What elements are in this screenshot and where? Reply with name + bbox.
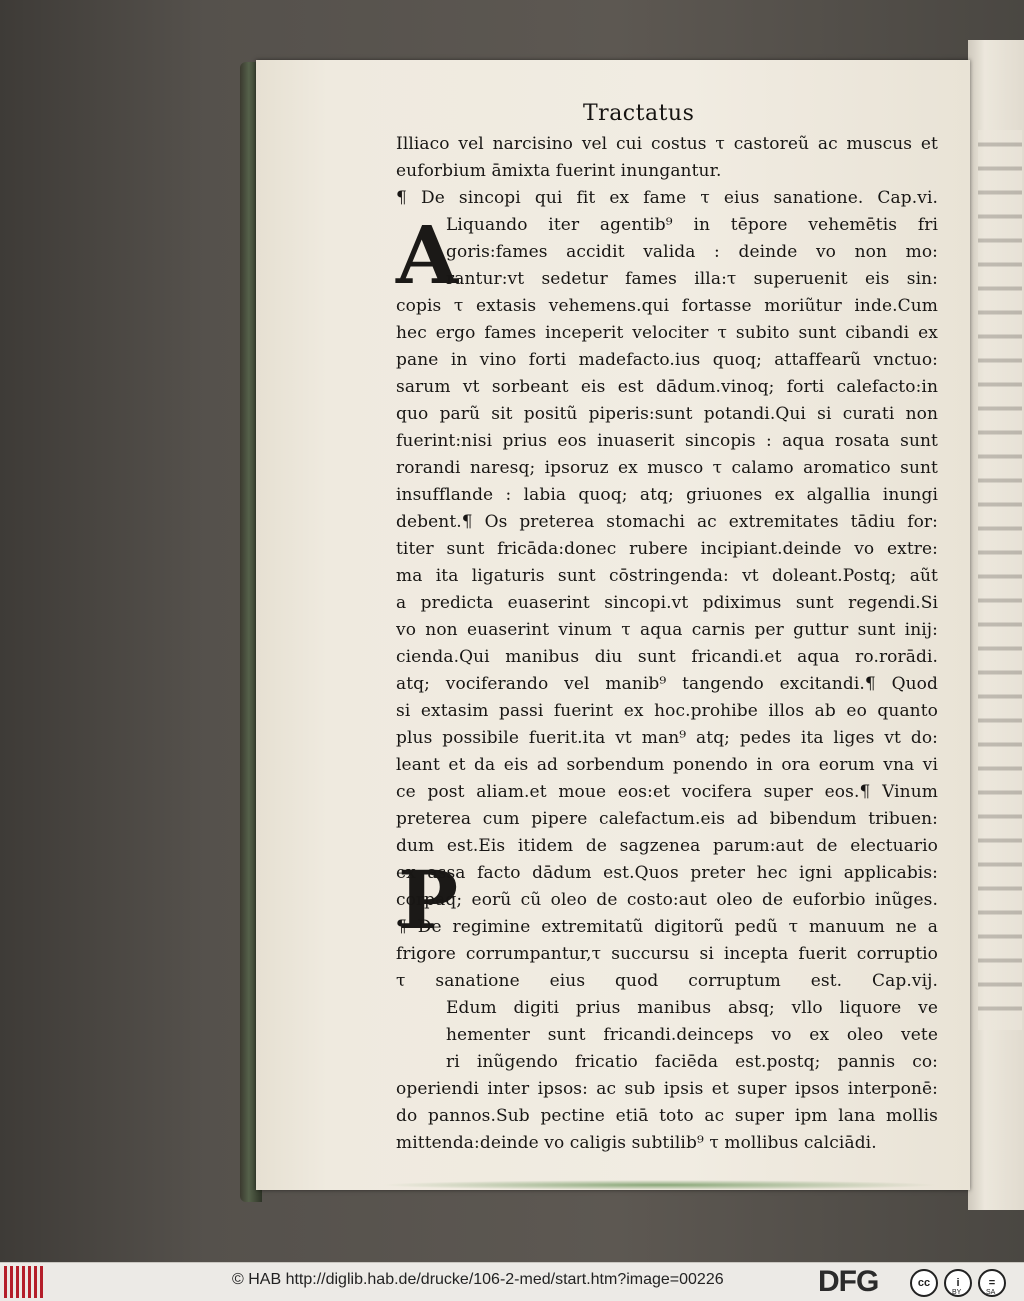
text-line: fuerint:nisi prius eos inuaserit sincopis : aqua rosata sunt xyxy=(396,431,938,451)
text-line: debent.¶ Os preterea stomachi ac extremitates tādiu for: xyxy=(396,512,938,532)
cc-circle: cc xyxy=(910,1269,938,1297)
text-line: pane in vino forti madefacto.ius quoq; attaffearũ vnctuo: xyxy=(396,350,938,370)
sa-label: SA xyxy=(986,1289,996,1296)
text-line: leant et da eis ad sorbendum ponendo in ora eorum vna vi xyxy=(396,755,938,775)
decorated-initial-p: P xyxy=(398,853,459,947)
by-circle: i xyxy=(944,1269,972,1297)
text-line: ri inũgendo fricatio faciēda est.postq; pannis co: xyxy=(446,1052,938,1072)
text-line: cienda.Qui manibus diu sunt fricandi.et aqua ro.rorādi. xyxy=(396,647,938,667)
text-line: insufflande : labia quoq; atq; griuones ex algallia inungi xyxy=(396,485,938,505)
text-line: hementer sunt fricandi.deinceps vo ex oleo vete xyxy=(446,1025,938,1045)
dfg-logo-icon[interactable]: DFG xyxy=(818,1265,879,1298)
text-line: operiendi inter ipsos: ac sub ipsis et super ipsos interponē: xyxy=(396,1079,938,1099)
text-line: do pannos.Sub pectine etiā toto ac super ipm lana mollis xyxy=(396,1106,938,1126)
text-line: τ sanatione eius quod corruptum est. Cap.vij. xyxy=(396,971,938,991)
text-line: si extasim passi fuerint ex hoc.prohibe illos ab eo quanto xyxy=(396,701,938,721)
text-line: Liquando iter agentib⁹ in tēpore vehemētis fri xyxy=(446,215,938,235)
text-line: ex assa facto dādum est.Quos preter hec igni applicabis: xyxy=(396,863,938,883)
text-line: ce post aliam.et moue eos:et vocifera super eos.¶ Vinum xyxy=(396,782,938,802)
text-line: ¶ De sincopi qui fit ex fame τ eius sanatione. Cap.vi. xyxy=(396,188,938,208)
cc-by-sa-icon[interactable] xyxy=(910,1267,1020,1297)
text-line: frigore corrumpantur,τ succursu si incepta fuerit corruptio xyxy=(396,944,938,964)
text-line: rantur:vt sedetur fames illa:τ superuenit eis sin: xyxy=(446,269,938,289)
text-line: dum est.Eis itidem de sagzenea parum:aut de electuario xyxy=(396,836,938,856)
facing-page-text-ghost xyxy=(978,130,1022,1030)
text-line: Edum digiti prius manibus absq; vllo liquore ve xyxy=(446,998,938,1018)
text-line: plus possibile fuerit.ita vt man⁹ atq; pedes ita liges vt do: xyxy=(396,728,938,748)
decorated-initial-a: A xyxy=(396,208,459,302)
copyright-link[interactable]: © HAB http://diglib.hab.de/drucke/106-2-med/start.htm?image=00226 xyxy=(232,1271,724,1288)
facing-page-edge xyxy=(968,40,1024,1210)
text-line: euforbium āmixta fuerint inungantur. xyxy=(396,161,722,181)
text-line: sarum vt sorbeant eis est dādum.vinoq; forti calefacto:in xyxy=(396,377,938,397)
running-header: Tractatus xyxy=(583,101,695,126)
sa-circle: = xyxy=(978,1269,1006,1297)
by-label: BY xyxy=(952,1289,962,1296)
text-line: ¶ De regimine extremitatũ digitorũ pedũ τ manuum ne a xyxy=(396,917,938,937)
body-text xyxy=(396,131,938,1157)
text-line: Illiaco vel narcisino vel cui costus τ castoreũ ac muscus et xyxy=(396,134,938,154)
text-line: titer sunt fricāda:donec rubere incipiant.deinde vo extre: xyxy=(396,539,938,559)
text-line: hec ergo fames inceperit velociter τ subito sunt cibandi ex xyxy=(396,323,938,343)
text-line: a predicta euaserint sincopi.vt pdiximus sunt regendi.Si xyxy=(396,593,938,613)
text-line: goris:fames accidit valida : deinde vo non mo: xyxy=(446,242,938,262)
text-line: copis τ extasis vehemens.qui fortasse moriũtur inde.Cum xyxy=(396,296,938,316)
text-line: quo parũ sit positũ piperis:sunt potandi.Qui si curati non xyxy=(396,404,938,424)
hab-logo-icon[interactable] xyxy=(4,1266,46,1298)
text-line: rorandi naresq; ipsoruz ex musco τ calamo aromatico sunt xyxy=(396,458,938,478)
page-bottom-stain xyxy=(380,1180,940,1190)
text-line: vo non euaserint vinum τ aqua carnis per guttur sunt inij: xyxy=(396,620,938,640)
footer-bar xyxy=(0,1262,1024,1301)
text-line: ma ita ligaturis sunt cōstringenda: vt doleant.Postq; aũt xyxy=(396,566,938,586)
text-line: preterea cum pipere calefactum.eis ad bibendum tribuen: xyxy=(396,809,938,829)
text-line: mittenda:deinde vo caligis subtilib⁹ τ mollibus calciādi. xyxy=(396,1133,877,1153)
text-line: atq; vociferando vel manib⁹ tangendo excitandi.¶ Quod xyxy=(396,674,938,694)
text-line: corpaq; eorũ cũ oleo de costo:aut oleo de euforbio inũges. xyxy=(396,890,938,910)
